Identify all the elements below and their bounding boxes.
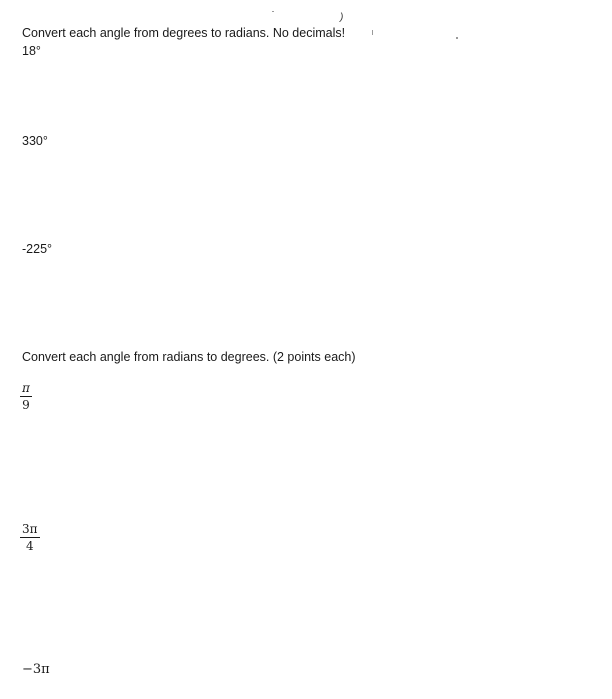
problem-3pi-over-4 — [20, 522, 40, 553]
scan-speck — [372, 30, 373, 35]
scan-mark: ) — [340, 12, 344, 23]
scan-speck — [456, 37, 458, 39]
fraction-numerator: 3π — [22, 522, 38, 536]
problem-330-degrees: 330° — [22, 134, 48, 148]
section2-instruction: Convert each angle from radians to degrees. (2 points each) — [22, 350, 356, 364]
problem-neg-3pi: −3π — [22, 662, 50, 677]
fraction-denominator: 4 — [25, 539, 34, 553]
scan-speck — [272, 11, 274, 12]
problem-neg225-degrees: -225° — [22, 242, 53, 256]
fraction-numerator: π — [22, 381, 30, 395]
fraction-denominator: 9 — [22, 398, 30, 412]
problem-pi-over-9 — [20, 381, 32, 412]
section1-instruction: Convert each angle from degrees to radians. No decimals! — [22, 26, 346, 40]
problem-18-degrees: 18° — [22, 44, 41, 58]
